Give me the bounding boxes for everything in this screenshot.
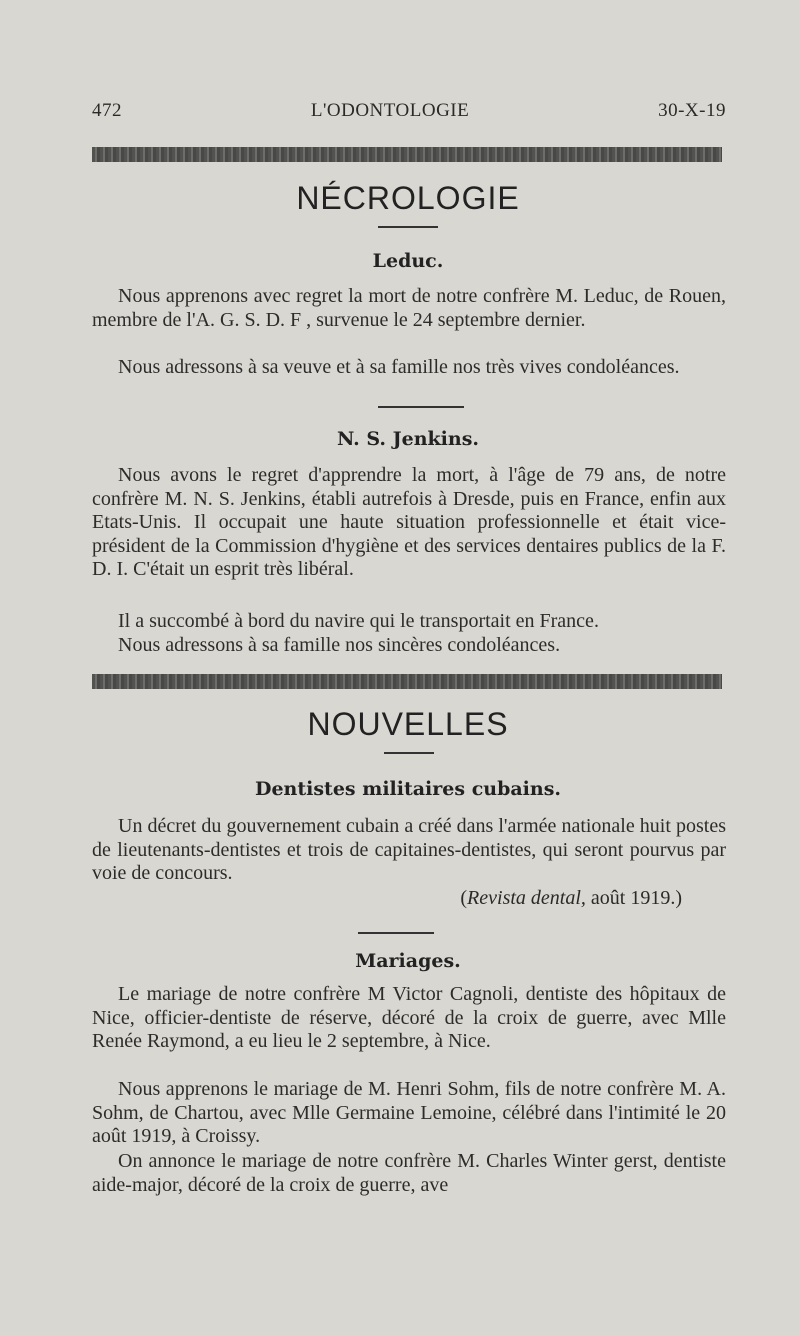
paragraph: Nous avons le regret d'apprendre la mort, à l'âge de 79 ans, de notre confrère M. N. S. Jenkins, établi autrefois à Dresde, puis en France, enfin aux Etats-Unis. Il occupait une haute situation professionnelle et était vice-président de la Commission d'hygiène et des services dentaires publics de la F. D. I. C'était un esprit très libéral.: [92, 464, 726, 580]
subhead-leduc: Leduc.: [372, 250, 444, 272]
title-underline: [384, 752, 434, 754]
ornamental-rule: [92, 147, 722, 162]
paragraph: Nous apprenons le mariage de M. Henri Sohm, fils de notre confrère M. A. Sohm, de Chartou, avec Mlle Germaine Lemoine, célébré dans l'intimité le 20 août 1919, à Croissy.: [92, 1078, 726, 1147]
section-title-necrologie: NÉCROLOGIE: [296, 180, 520, 216]
journal-title: L'ODONTOLOGIE: [310, 100, 470, 121]
section-title-nouvelles: NOUVELLES: [307, 706, 509, 742]
paragraph: Le mariage de notre confrère M Victor Cagnoli, dentiste des hôpitaux de Nice, officier-dentiste de réserve, décoré de la croix de guerre, avec Mlle Renée Raymond, a eu lieu le 2 septembre, à Nice.: [92, 983, 726, 1052]
divider: [358, 932, 434, 934]
paragraph: Il a succombé à bord du navire qui le transportait en France.: [118, 610, 599, 632]
title-underline: [378, 226, 438, 228]
subhead-jenkins: N. S. Jenkins.: [336, 428, 480, 450]
paragraph: Nous adressons à sa famille nos sincères condoléances.: [118, 634, 561, 656]
running-head: [92, 100, 726, 122]
page-number: 472: [92, 100, 122, 121]
ornamental-rule: [92, 674, 722, 689]
paragraph: Nous adressons à sa veuve et à sa famille nos très vives condoléances.: [118, 356, 680, 378]
subhead-mariages: Mariages.: [355, 950, 461, 972]
paragraph: Un décret du gouvernement cubain a créé dans l'armée nationale huit postes de lieutenants-dentistes et trois de capitaines-dentistes, qui seront pourvus par voie de concours.: [92, 815, 726, 884]
source-date: août 1919.): [590, 887, 682, 909]
divider: [378, 406, 464, 408]
source-citation: (Revista dental, août 1919.): [460, 887, 682, 909]
issue-date: 30-X-19: [658, 100, 726, 121]
paragraph: Nous apprenons avec regret la mort de notre confrère M. Leduc, de Rouen, membre de l'A. G. S. D. F , survenue le 24 septembre dernier.: [92, 285, 726, 331]
source-title: Revista dental,: [467, 887, 586, 909]
subhead-dentistes-militaires: Dentistes militaires cubains.: [254, 778, 562, 800]
paragraph: On annonce le mariage de notre confrère M. Charles Winter gerst, dentiste aide-major, décoré de la croix de guerre, ave: [92, 1150, 726, 1196]
